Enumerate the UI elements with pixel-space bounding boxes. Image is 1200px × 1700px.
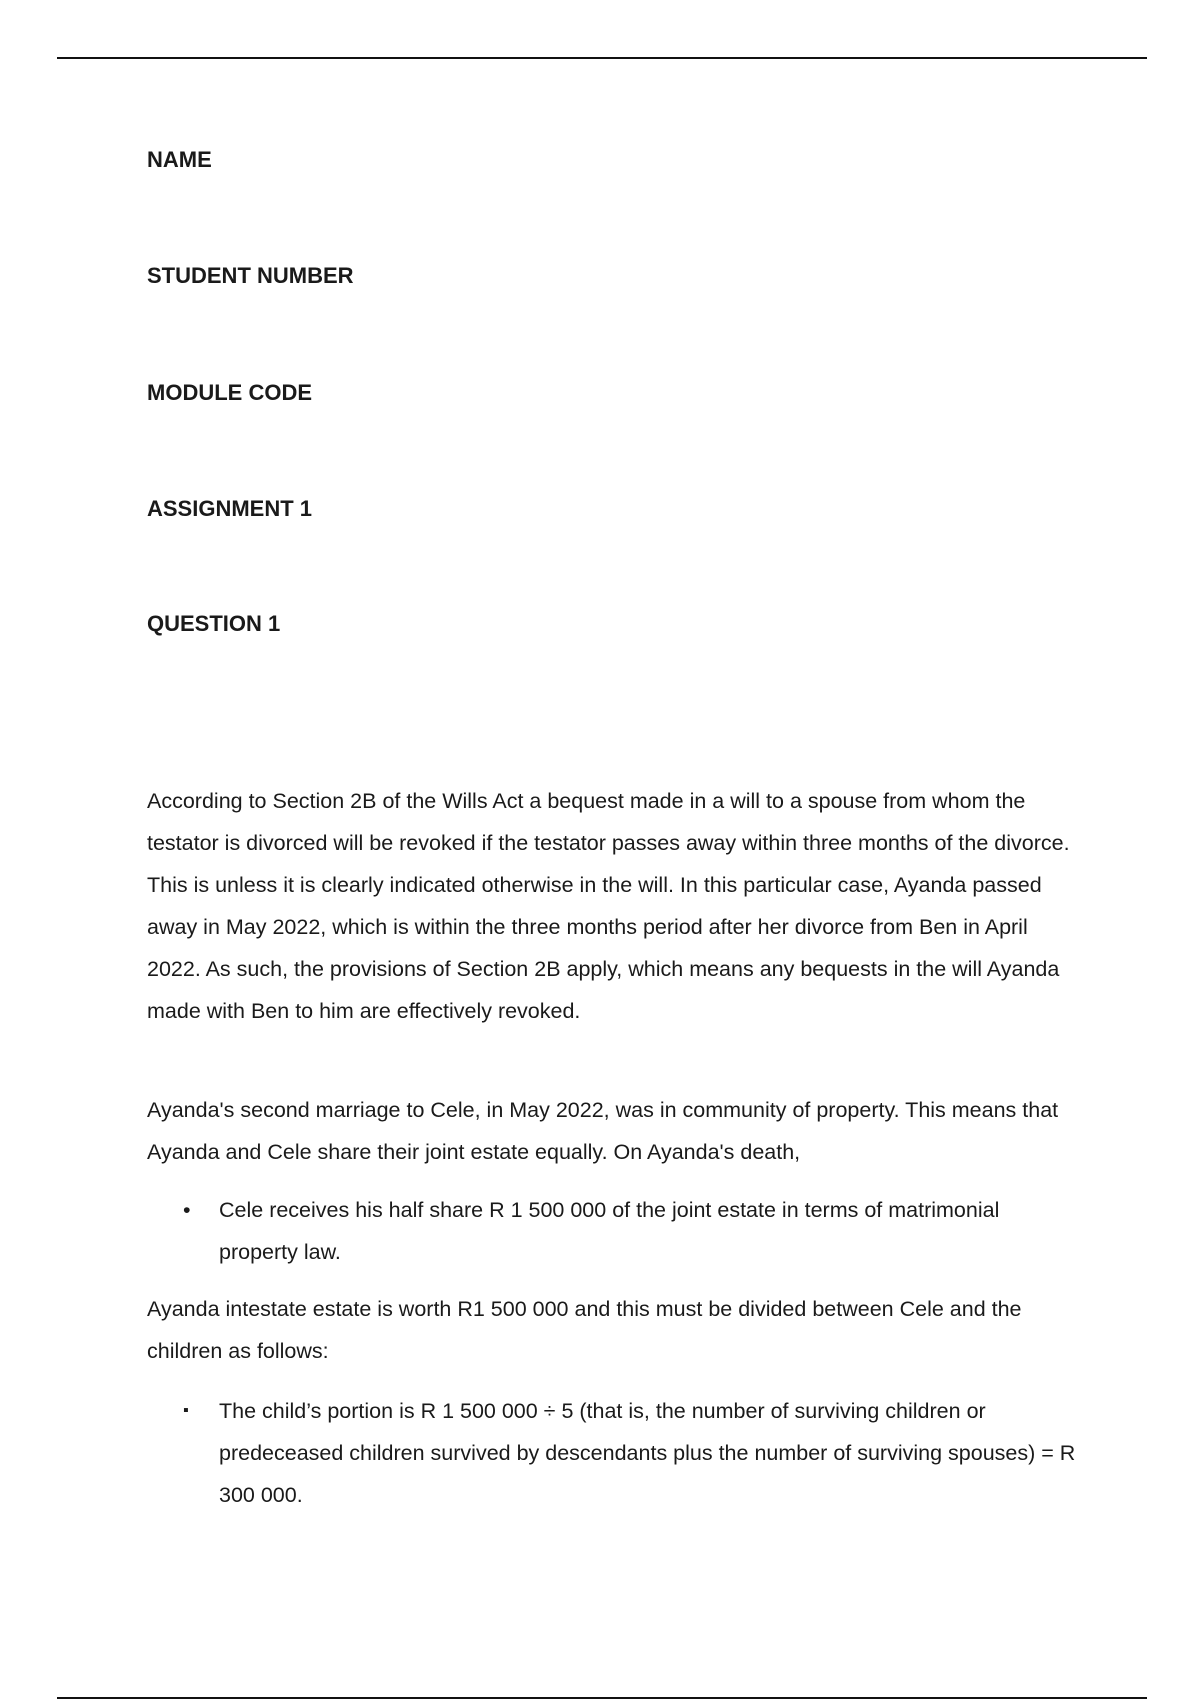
bullet-item-half-share [147,1189,1077,1273]
bullet-text: The child’s portion is R 1 500 000 ÷ 5 (that is, the number of surviving children or predeceased children survived by descendants plus the number of surviving spouses) = R 300 000. [219,1399,1076,1507]
heading-name: NAME [147,147,212,172]
square-bullet-icon: ▪ [183,1402,189,1419]
round-bullet-icon: • [183,1198,191,1222]
top-rule [57,57,1147,59]
heading-question: QUESTION 1 [147,611,281,636]
paragraph-section-2b: According to Section 2B of the Wills Act a bequest made in a will to a spouse from whom the testator is divorced will be revoked if the testator passes away within three months of the divorce. This is unless it is clearly indicated otherwise in the will. In this particular case, Ayanda passed away in May 2022, which is within the three months period after her divorce from Ben in April 2022. As such, the provisions of Section 2B apply, which means any bequests in the will Ayanda made with Ben to him are effectively revoked. [147,789,1070,1023]
bullet-text: Cele receives his half share R 1 500 000 of the joint estate in terms of matrimonial property law. [219,1198,1000,1264]
paragraph-second-marriage: Ayanda's second marriage to Cele, in May 2022, was in community of property. This means that Ayanda and Cele share their joint estate equally. On Ayanda's death, [147,1098,1059,1164]
heading-assignment: ASSIGNMENT 1 [147,496,313,521]
bottom-rule [57,1697,1147,1699]
heading-module-code: MODULE CODE [147,380,312,405]
paragraph-intestate-estate: Ayanda intestate estate is worth R1 500 000 and this must be divided between Cele and the children as follows: [147,1297,1022,1363]
bullet-item-child-portion [147,1390,1077,1516]
heading-student-number: STUDENT NUMBER [147,263,354,288]
